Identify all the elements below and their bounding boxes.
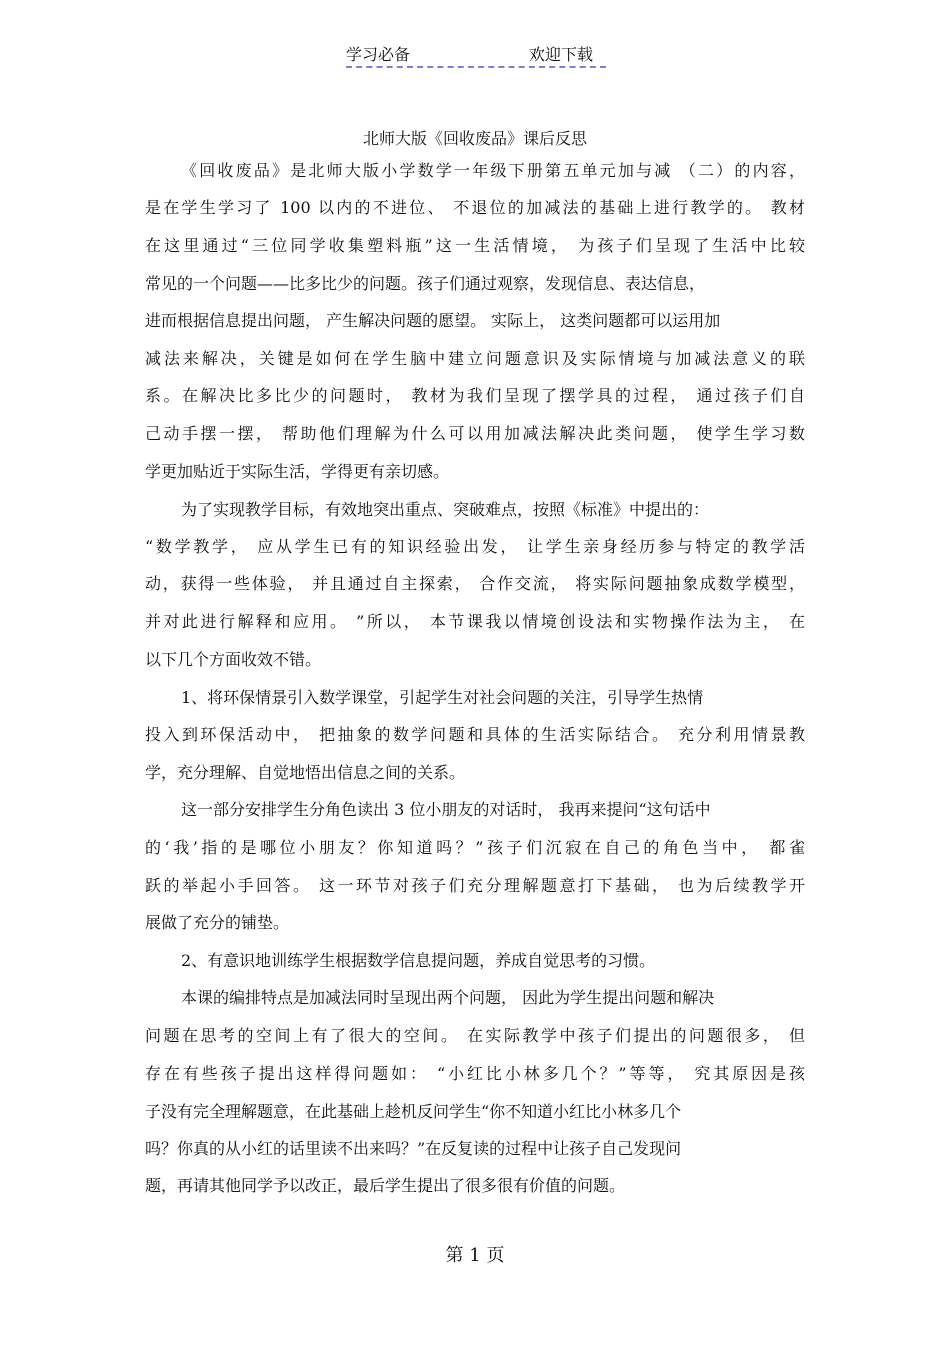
text-line: 题，再请其他同学予以改正，最后学生提出了很多很有价值的问题。: [145, 1176, 626, 1195]
text-line: 为了实现教学目标，有效地突出重点、突破难点，按照《标准》中提出的：: [181, 500, 710, 519]
text-line: 的‘我’指的是哪位小朋友？你知道吗？”孩子们沉寂在自己的角色当中， 都雀: [145, 838, 805, 857]
text-line: 减法来解决，关键是如何在学生脑中建立问题意识及实际情境与加减法意义的联: [145, 349, 805, 368]
text-line: 己动手摆一摆， 帮助他们理解为什么可以用加减法解决此类问题， 使学生学习数: [145, 424, 805, 443]
text-line: 展做了充分的铺垫。: [145, 913, 290, 932]
text-line: 吗？你真的从小红的话里读不出来吗？”在反复读的过程中让孩子自己发现问: [145, 1139, 682, 1158]
text-line: 存在有些孩子提出这样得问题如： “小红比小林多几个？”等等， 究其原因是孩: [145, 1064, 805, 1083]
text-line: 常见的一个问题——比多比少的问题。孩子们通过观察，发现信息、表达信息，: [145, 274, 706, 293]
text-line: 学更加贴近于实际生活，学得更有亲切感。: [145, 462, 450, 481]
text-line: 《回收废品》是北师大版小学数学一年级下册第五单元加与减 （二）的内容，: [181, 161, 805, 180]
text-line: 学，充分理解、自觉地悟出信息之间的关系。: [145, 763, 466, 782]
text-line: 动，获得一些体验， 并且通过自主探索， 合作交流， 将实际问题抽象成数学模型，: [145, 574, 805, 593]
text-line: 并对此进行解释和应用。 ”所以， 本节课我以情境创设法和实物操作法为主， 在: [145, 612, 805, 631]
text-line: 投入到环保活动中， 把抽象的数学问题和具体的生活实际结合。 充分利用情景教: [145, 725, 805, 744]
text-line: 跃的举起小手回答。 这一环节对孩子们充分理解题意打下基础， 也为后续教学开: [145, 876, 805, 895]
text-line: 2、有意识地训练学生根据数学信息提问题，养成自觉思考的习惯。: [181, 951, 656, 970]
text-line: 系。在解决比多比少的问题时， 教材为我们呈现了摆学具的过程， 通过孩子们自: [145, 386, 805, 405]
text-line: 1、将环保情景引入数学课堂，引起学生对社会问题的关注，引导学生热情: [181, 688, 704, 707]
document-title: 北师大版《回收废品》课后反思: [362, 129, 587, 148]
page-header: [346, 40, 606, 68]
text-line: 进而根据信息提出问题， 产生解决问题的愿望。 实际上， 这类问题都可以运用加: [145, 311, 721, 330]
text-line: 本课的编排特点是加减法同时呈现出两个问题， 因此为学生提出问题和解决: [181, 988, 715, 1007]
text-line: 是在学生学习了 100 以内的不进位、 不退位的加减法的基础上进行教学的。 教材: [145, 198, 805, 217]
text-line: 以下几个方面收效不错。: [145, 650, 322, 669]
text-line: 问题在思考的空间上有了很大的空间。 在实际教学中孩子们提出的问题很多， 但: [145, 1026, 805, 1045]
text-line: “数学教学， 应从学生已有的知识经验出发， 让学生亲身经历参与特定的教学活: [145, 537, 805, 556]
text-line: 子没有完全理解题意，在此基础上趁机反问学生“你不知道小红比小林多几个: [145, 1102, 682, 1121]
header-right-text: 欢迎下载: [529, 45, 594, 64]
text-line: 在这里通过“三位同学收集塑料瓶”这一生活情境， 为孩子们呈现了生活中比较: [145, 236, 805, 255]
text-line: 这一部分安排学生分角色读出 3 位小朋友的对话时， 我再来提问“这句话中: [181, 800, 711, 819]
header-left-text: 学习必备: [346, 45, 411, 64]
page-number: 第 1 页: [445, 1245, 505, 1266]
